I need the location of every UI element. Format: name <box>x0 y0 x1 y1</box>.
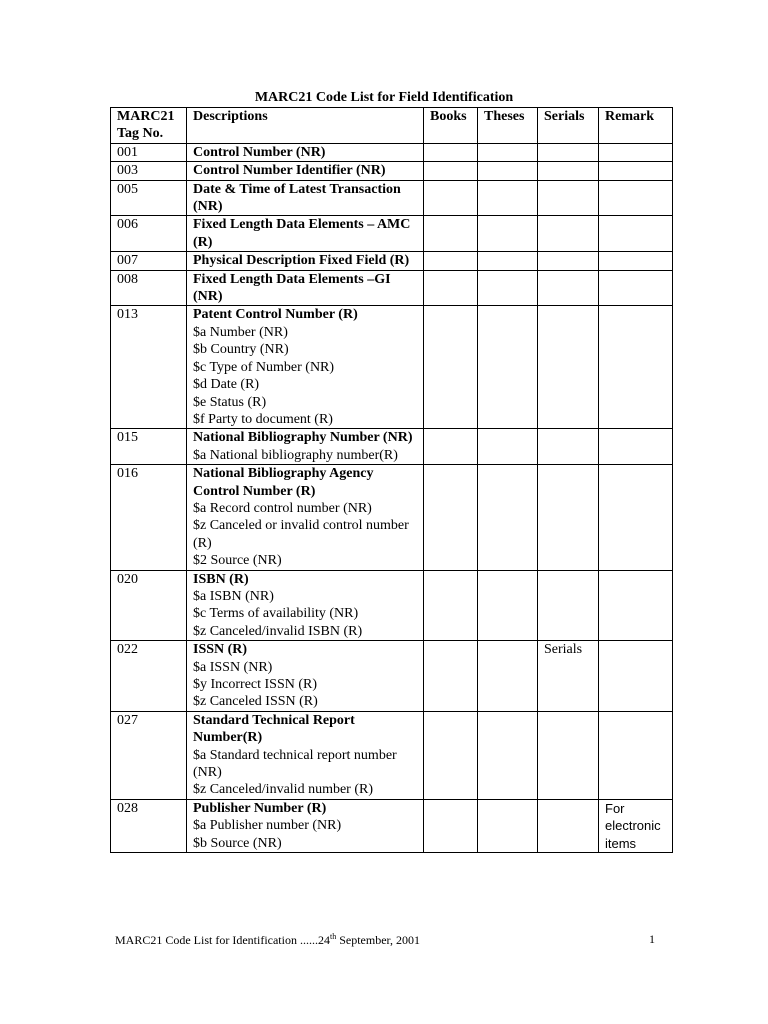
remark-cell <box>599 180 673 216</box>
serials-cell <box>538 143 599 161</box>
subfield: $a National bibliography number(R) <box>193 447 398 463</box>
books-cell <box>424 570 478 641</box>
subfield: $y Incorrect ISSN (R) <box>193 677 318 692</box>
subfield: $z Canceled/invalid number (R) <box>193 782 373 798</box>
table-row <box>111 143 673 161</box>
table-row <box>111 180 673 216</box>
table-row <box>111 162 673 180</box>
description-cell <box>187 799 424 852</box>
theses-cell <box>478 162 538 180</box>
subfield: $f Party to document (R) <box>193 411 333 427</box>
tag-cell: 007 <box>111 252 187 270</box>
field-title: Standard Technical Report Number(R) <box>193 712 355 746</box>
footer-date: September, 2001 <box>336 933 421 947</box>
serials-cell <box>538 711 599 799</box>
description-cell <box>187 711 424 799</box>
field-title: National Bibliography Agency Control Number (R) <box>193 466 374 499</box>
books-cell <box>424 252 478 270</box>
header-theses: Theses <box>478 108 538 144</box>
subfield: $z Canceled ISSN (R) <box>193 694 318 710</box>
theses-cell <box>478 216 538 252</box>
description-cell <box>187 570 424 641</box>
serials-cell <box>538 570 599 641</box>
description-cell <box>187 641 424 712</box>
document-title: MARC21 Code List for Field Identification <box>254 90 514 105</box>
field-title: Patent Control Number (R) <box>193 307 358 323</box>
subfield: $e Status (R) <box>193 394 267 410</box>
books-cell <box>424 465 478 570</box>
description-cell <box>187 465 424 570</box>
table-row <box>111 252 673 270</box>
theses-cell <box>478 306 538 429</box>
table-row <box>111 711 673 799</box>
field-title: Fixed Length Data Elements –GI (NR) <box>193 271 391 305</box>
theses-cell <box>478 270 538 306</box>
table-row <box>111 570 673 641</box>
serials-cell <box>538 162 599 180</box>
serials-cell <box>538 429 599 465</box>
table-row <box>111 641 673 712</box>
serials-cell <box>538 799 599 852</box>
page-number: 1 <box>649 932 655 946</box>
books-cell <box>424 180 478 216</box>
theses-cell <box>478 570 538 641</box>
subfield: $2 Source (NR) <box>193 553 282 569</box>
theses-cell <box>478 429 538 465</box>
description-cell <box>187 429 424 465</box>
theses-cell <box>478 180 538 216</box>
header-serials: Serials <box>538 108 599 144</box>
field-title: National Bibliography Number (NR) <box>193 430 413 446</box>
description-cell <box>187 306 424 429</box>
remark-cell <box>599 641 673 712</box>
serials-cell <box>538 465 599 570</box>
table-row <box>111 216 673 252</box>
description-cell <box>187 143 424 161</box>
remark-cell <box>599 465 673 570</box>
serials-cell: Serials <box>538 641 599 712</box>
description-cell <box>187 270 424 306</box>
tag-cell: 013 <box>111 306 187 429</box>
remark-cell: For electronic items <box>599 799 673 852</box>
serials-cell <box>538 216 599 252</box>
description-cell <box>187 216 424 252</box>
remark-cell <box>599 143 673 161</box>
subfield: $c Type of Number (NR) <box>193 359 335 375</box>
tag-cell: 006 <box>111 216 187 252</box>
remark-cell <box>599 216 673 252</box>
theses-cell <box>478 641 538 712</box>
serials-cell <box>538 180 599 216</box>
books-cell <box>424 799 478 852</box>
books-cell <box>424 306 478 429</box>
books-cell <box>424 429 478 465</box>
serials-cell <box>538 306 599 429</box>
header-tag: MARC21 Tag No. <box>111 108 187 144</box>
serials-cell <box>538 252 599 270</box>
remark-cell <box>599 711 673 799</box>
header-books: Books <box>424 108 478 144</box>
remark-cell <box>599 570 673 641</box>
remark-cell <box>599 252 673 270</box>
table-row <box>111 465 673 570</box>
remark-cell <box>599 306 673 429</box>
table-row <box>111 799 673 852</box>
field-title: ISSN (R) <box>193 642 248 658</box>
header-remark: Remark <box>599 108 673 144</box>
field-title: Control Number Identifier (NR) <box>193 163 386 179</box>
subfield: $d Date (R) <box>193 377 260 393</box>
theses-cell <box>478 711 538 799</box>
tag-cell: 027 <box>111 711 187 799</box>
tag-cell: 028 <box>111 799 187 852</box>
footer-superscript: th <box>329 932 337 941</box>
table-row <box>111 270 673 306</box>
subfield: $a Publisher number (NR) <box>193 818 342 834</box>
tag-cell: 016 <box>111 465 187 570</box>
field-title: Physical Description Fixed Field (R) <box>193 253 410 269</box>
serials-cell <box>538 270 599 306</box>
field-title: ISBN (R) <box>193 571 249 587</box>
subfield: $z Canceled/invalid ISBN (R) <box>193 623 363 639</box>
books-cell <box>424 711 478 799</box>
subfield: $a Number (NR) <box>193 324 288 340</box>
books-cell <box>424 641 478 712</box>
field-title: Date & Time of Latest Transaction (NR) <box>193 181 401 215</box>
tag-cell: 022 <box>111 641 187 712</box>
tag-cell: 008 <box>111 270 187 306</box>
subfield: $c Terms of availability (NR) <box>193 606 359 622</box>
theses-cell <box>478 799 538 852</box>
tag-cell: 005 <box>111 180 187 216</box>
subfield: $a Record control number (NR) <box>193 500 372 516</box>
table-header-row <box>111 108 673 144</box>
description-cell <box>187 162 424 180</box>
books-cell <box>424 216 478 252</box>
subfield: $a ISSN (NR) <box>193 659 273 675</box>
theses-cell <box>478 143 538 161</box>
field-title: Control Number (NR) <box>193 144 326 160</box>
books-cell <box>424 162 478 180</box>
header-descriptions: Descriptions <box>187 108 424 144</box>
tag-cell: 001 <box>111 143 187 161</box>
field-title: Publisher Number (R) <box>193 800 327 816</box>
description-cell <box>187 252 424 270</box>
code-list-table <box>110 107 673 853</box>
subfield: $b Country (NR) <box>193 342 289 358</box>
theses-cell <box>478 465 538 570</box>
tag-cell: 003 <box>111 162 187 180</box>
remark-cell <box>599 429 673 465</box>
subfield: $a ISBN (NR) <box>193 588 274 604</box>
tag-cell: 020 <box>111 570 187 641</box>
books-cell <box>424 143 478 161</box>
subfield: $z Canceled or invalid control number (R) <box>193 518 409 551</box>
books-cell <box>424 270 478 306</box>
footer-text: MARC21 Code List for Identification ......24 <box>115 933 330 947</box>
remark-cell <box>599 162 673 180</box>
table-row <box>111 429 673 465</box>
subfield: $b Source (NR) <box>193 835 282 851</box>
tag-cell: 015 <box>111 429 187 465</box>
description-cell <box>187 180 424 216</box>
page-footer <box>115 932 420 948</box>
subfield: $a Standard technical report number (NR) <box>193 747 397 781</box>
table-row <box>111 306 673 429</box>
table-body <box>111 143 673 852</box>
theses-cell <box>478 252 538 270</box>
remark-cell <box>599 270 673 306</box>
field-title: Fixed Length Data Elements – AMC (R) <box>193 217 411 250</box>
